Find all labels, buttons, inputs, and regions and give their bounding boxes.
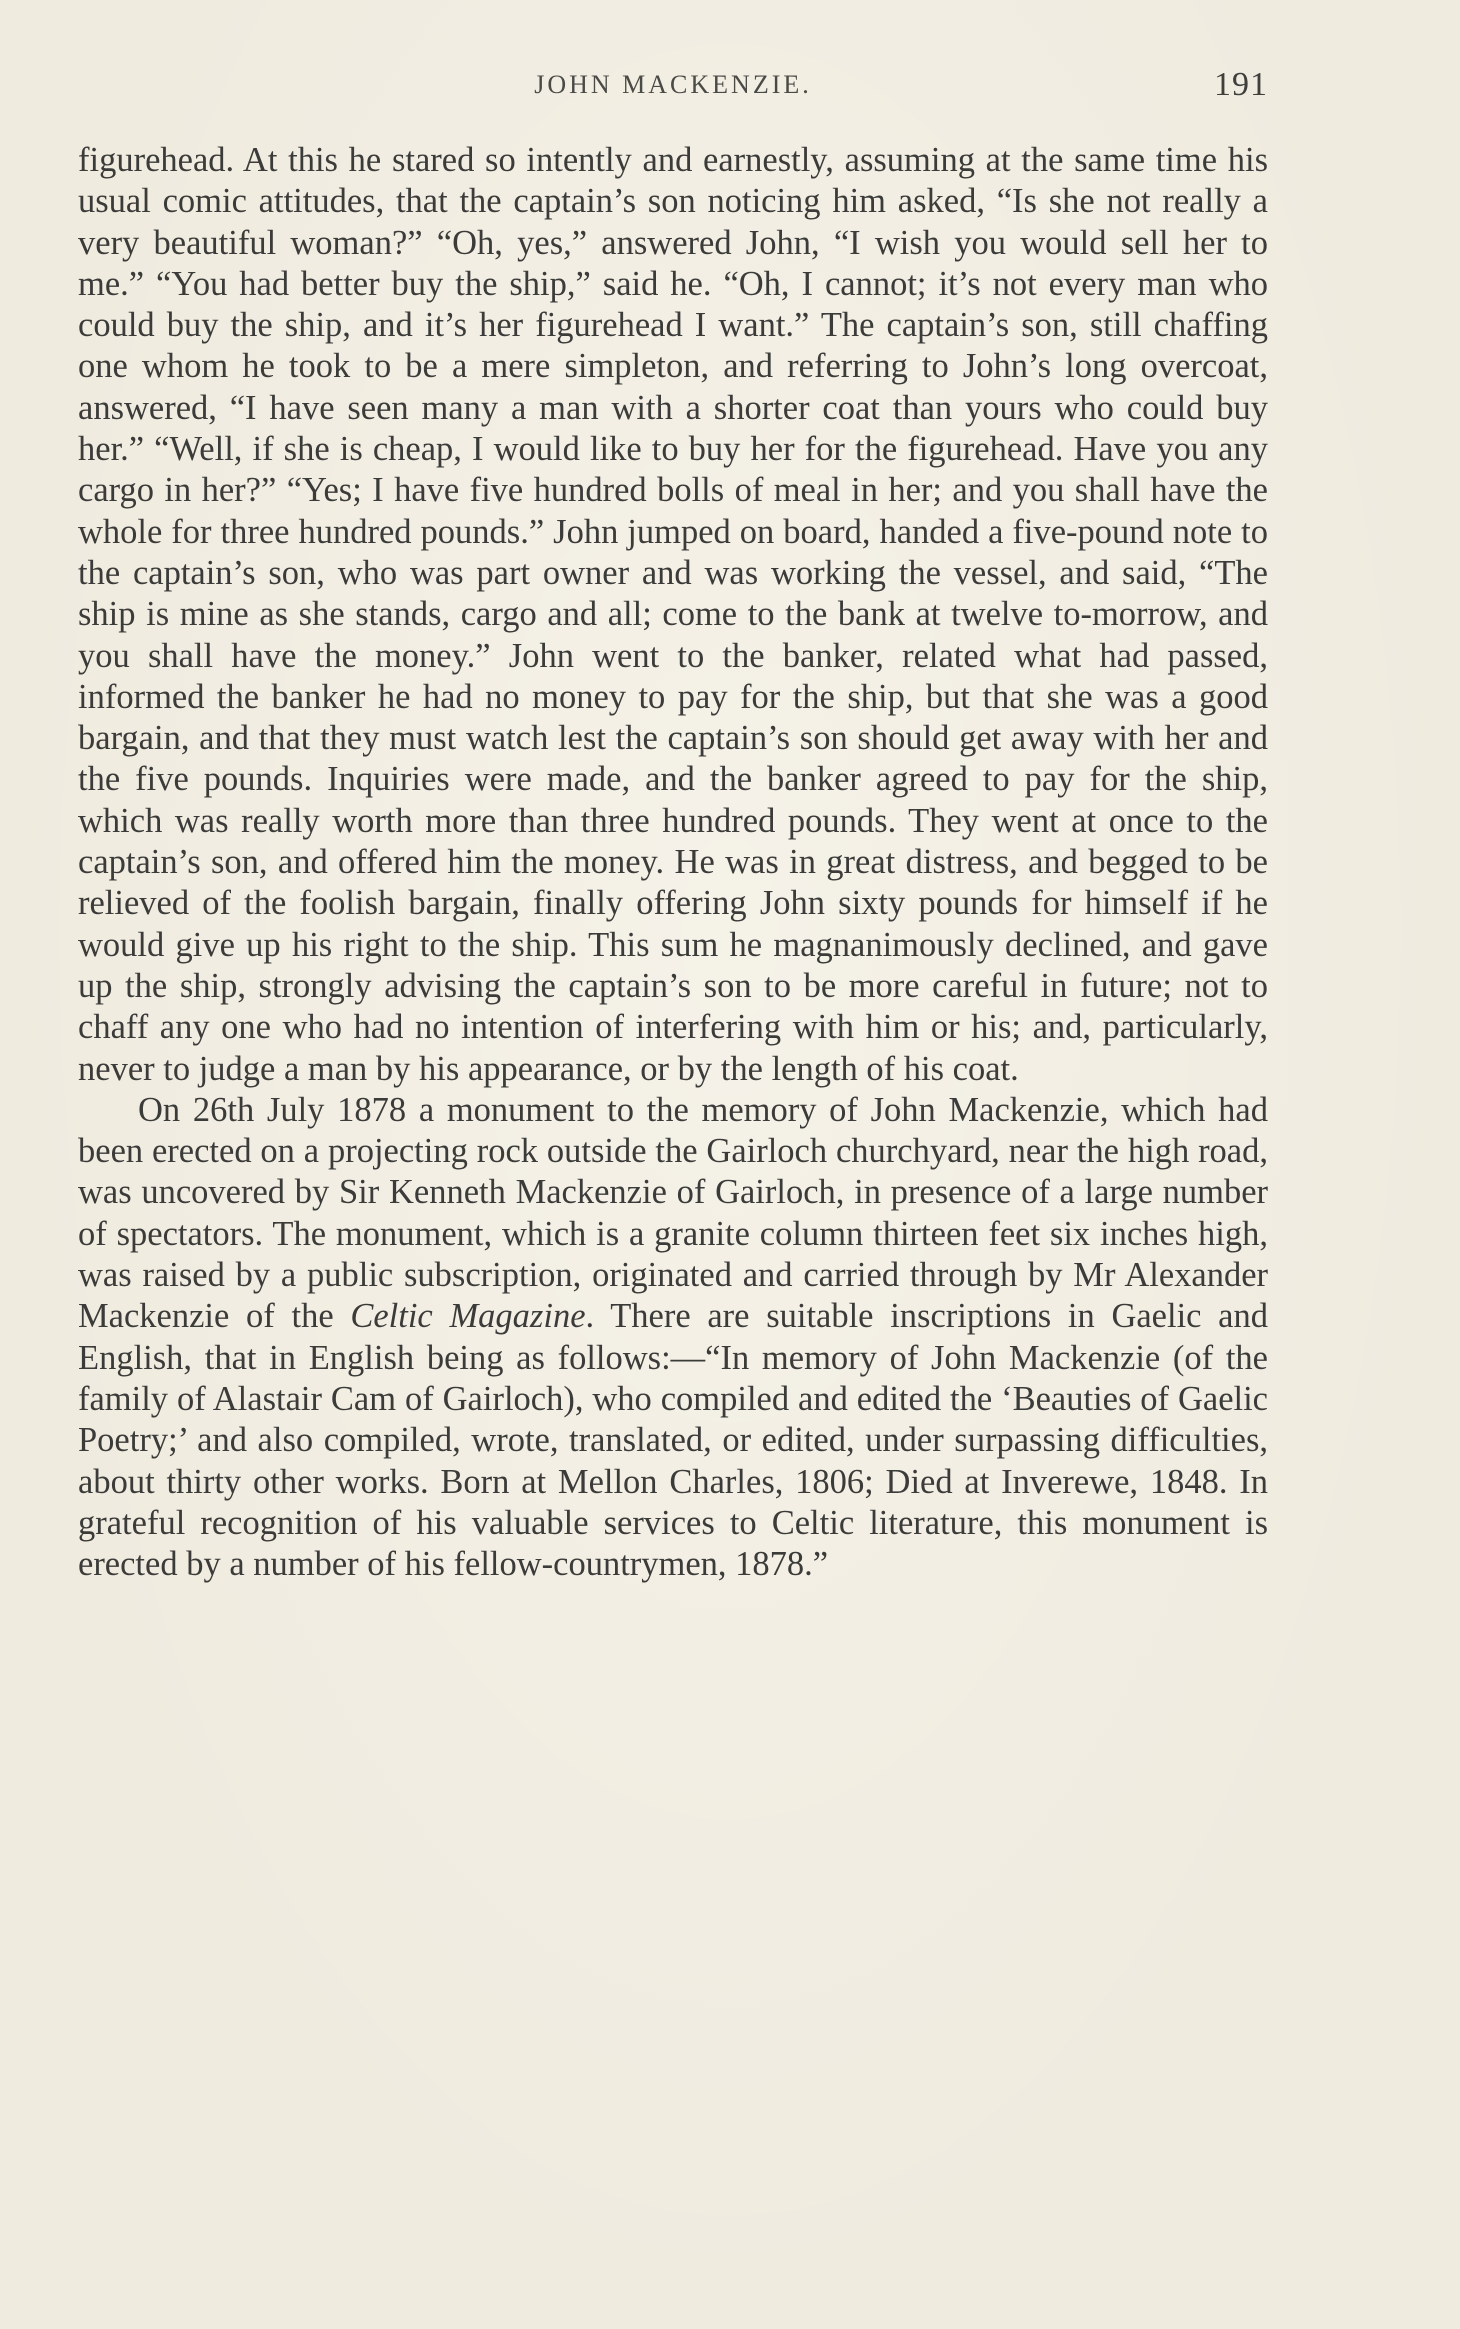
body-text — [78, 140, 1268, 1585]
paragraph-2 — [78, 1090, 1268, 1586]
magazine-title: Celtic Magazine — [350, 1297, 586, 1336]
running-head — [78, 66, 1268, 110]
paragraph-2-text-start: On 26th July 1878 a monument to the memory of John Mackenzie, which had been erected on a projecting rock outside the Gairloch churchyard, near the high road, was uncovered by Sir Kenneth Mackenzie of Gairloch, in presence of a large number of spectators. The monument, which is a granite column thirteen feet six inches high, was raised by a public subscription, originated and carried through by Mr Alexander Mackenzie of the — [78, 1090, 1268, 1336]
running-title: JOHN MACKENZIE. — [534, 70, 812, 99]
paragraph-1: figurehead. At this he stared so intently and earnestly, assuming at the same time his usual comic attitudes, that the captain’s son noticing him asked, “Is she not really a very beautiful woman?” “Oh, yes,” answered John, “I wish you would sell her to me.” “You had better buy the ship,” said he. “Oh, I cannot; it’s not every man who could buy the ship, and it’s her figurehead I want.” The captain’s son, still chaffing one whom he took to be a mere simpleton, and referring to John’s long overcoat, answered, “I have seen many a man with a shorter coat than yours who could buy her.” “Well, if she is cheap, I would like to buy her for the figurehead. Have you any cargo in her?” “Yes; I have five hundred bolls of meal in her; and you shall have the whole for three hundred pounds.” John jumped on board, handed a five-pound note to the captain’s son, who was part owner and was working the vessel, and said, “The ship is mine as she stands, cargo and all; come to the bank at twelve to-morrow, and you shall have the money.” John went to the banker, related what had passed, informed the banker he had no money to pay for the ship, but that she was a good bargain, and that they must watch lest the captain’s son should get away with her and the five pounds. Inquiries were made, and the banker agreed to pay for the ship, which was really worth more than three hundred pounds. They went at once to the captain’s son, and offered him the money. He was in great distress, and begged to be relieved of the foolish bargain, finally offering John sixty pounds for himself if he would give up his right to the ship. This sum he magnanimously declined, and gave up the ship, strongly advising the captain’s son to be more careful in future; not to chaff any one who had no intention of interfering with him or his; and, particularly, never to judge a man by his appearance, or by the length of his coat. — [78, 141, 1268, 1088]
paragraph-2-text-end: . There are suitable inscriptions in Gaelic and English, that in English being as follows:—“In memory of John Mackenzie (of the family of Alastair Cam of Gairloch), who compiled and edited the ‘Beauties of Gaelic Poetry;’ and also compiled, wrote, translated, or edited, under surpassing difficulties, about thirty other works. Born at Mellon Charles, 1806; Died at Inverewe, 1848. In grateful recognition of his valuable services to Celtic literature, this monument is erected by a number of his fellow-countrymen, 1878.” — [78, 1297, 1268, 1584]
page-number: 191 — [1214, 66, 1268, 103]
